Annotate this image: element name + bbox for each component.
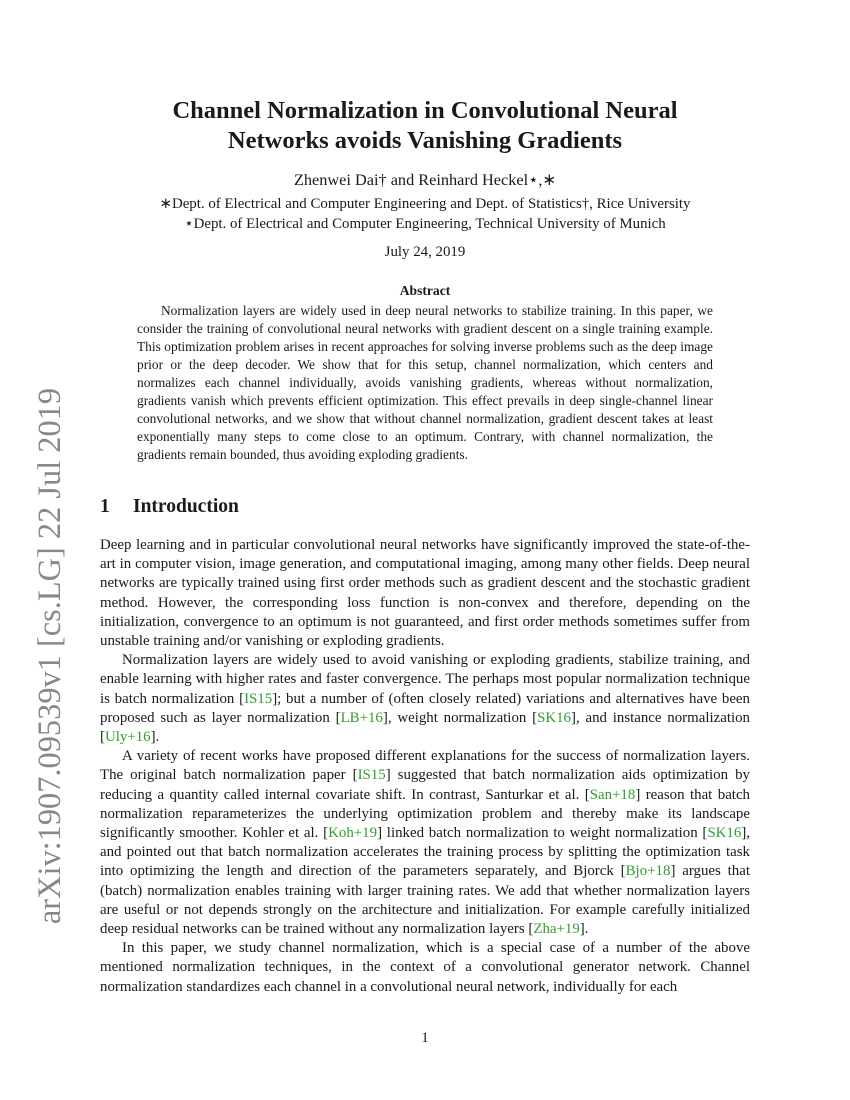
introduction-body xyxy=(100,536,750,997)
paragraph-text: ]. xyxy=(579,921,589,938)
paragraph-text: ]; but a number of (often closely related) variations and alternatives have been proposed such as layer normalization [ xyxy=(100,690,750,726)
citation-link[interactable]: Zha+19 xyxy=(533,921,580,938)
affiliation-tum: ⋆Dept. of Electrical and Computer Engineering, Technical University of Munich xyxy=(184,216,666,232)
intro-paragraph-3 xyxy=(100,747,750,939)
intro-paragraph-2 xyxy=(100,651,750,747)
page-number: 1 xyxy=(421,1030,429,1046)
intro-paragraph-1: Deep learning and in particular convolutional neural networks have significantly improved the state-of-the-art in computer vision, image generation, and computational imaging, among many other fields. Deep neural networks are typically trained using first order methods such as gradient descent and the stochastic gradient method. However, the corresponding loss function is non-convex and therefore, depending on the initialization, convergence to an optimum is not guaranteed, and first order methods sometimes suffer from unstable training and/or vanishing or exploding gradients. xyxy=(100,537,750,650)
paragraph-text: ] suggested that batch normalization aids optimization by reducing a quantity called internal covariate shift. In contrast, Santurkar et al. [ xyxy=(100,767,750,803)
paragraph-text: ] linked batch normalization to weight normalization [ xyxy=(377,825,708,842)
intro-paragraph-4: In this paper, we study channel normalization, which is a special case of a number of the above mentioned normalization techniques, in the context of a convolutional generator network. Channel normalization standardizes each channel in a convolutional neural network, individually for each xyxy=(100,940,750,995)
paper-authors: Zhenwei Dai† and Reinhard Heckel⋆,∗ xyxy=(293,170,557,189)
paper-title-line-1: Channel Normalization in Convolutional Neural xyxy=(172,97,678,124)
affiliations xyxy=(100,194,750,234)
citation-link[interactable]: IS15 xyxy=(357,767,386,784)
citation-link[interactable]: San+18 xyxy=(589,786,636,803)
paragraph-text: Normalization layers are widely used to avoid vanishing or exploding gradients, stabilize training, and enable learning with higher rates and faster convergence. The perhaps most popular normalization technique is batch normalization [ xyxy=(100,652,750,707)
paragraph-text: ], weight normalization [ xyxy=(382,709,538,726)
paper-date: July 24, 2019 xyxy=(384,244,466,260)
abstract-heading: Abstract xyxy=(399,283,451,298)
affiliation-rice: ∗Dept. of Electrical and Computer Engineering and Dept. of Statistics†, Rice University xyxy=(159,196,691,212)
abstract-text: Normalization layers are widely used in deep neural networks to stabilize training. In this paper, we consider the training of convolutional neural networks with gradient descent on a single training example. This optimization problem arises in recent approaches for solving inverse problems such as the deep image prior or the deep decoder. We show that for this setup, channel normalization, which centers and normalizes each channel individually, avoids vanishing gradients, whereas without normalization, gradients vanish which prevents efficient optimization. This effect prevails in deep single-channel linear convolutional networks, and we show that without channel normalization, gradient descent takes at least exponentially many steps to come close to an optimum. Contrary, with channel normalization, the gradients remain bounded, thus avoiding exploding gradients. xyxy=(137,303,713,462)
paragraph-text: ] reason that batch normalization reparameterizes the underlying optimization problem and thereby make its landscape significantly smoother. Kohler et al. [ xyxy=(100,786,750,842)
paragraph-text: ] argues that (batch) normalization enables training with larger training rates. We add that whether normalization layers are useful or not depends strongly on the architecture and initialization. For example carefully initialized deep residual networks can be trained without any normalization layers [ xyxy=(100,863,751,938)
citation-link[interactable]: IS15 xyxy=(244,690,273,707)
paragraph-text: A variety of recent works have proposed different explanations for the success of normalization layers. The original batch normalization paper [ xyxy=(100,748,750,784)
citation-link[interactable]: SK16 xyxy=(537,709,572,726)
citation-link[interactable]: LB+16 xyxy=(340,709,383,726)
paragraph-text: ], and instance normalization [ xyxy=(100,709,750,746)
paragraph-text: ]. xyxy=(150,729,160,746)
paper-title xyxy=(100,96,750,156)
paper-title-line-2: Networks avoids Vanishing Gradients xyxy=(227,127,623,154)
citation-link[interactable]: Koh+19 xyxy=(328,825,378,842)
citation-link[interactable]: Uly+16 xyxy=(104,729,151,746)
section-heading-introduction xyxy=(100,496,750,518)
section-title: Introduction xyxy=(133,496,239,517)
arxiv-identifier-stamp: arXiv:1907.09539v1 [cs.LG] 22 Jul 2019 xyxy=(32,387,68,925)
citation-link[interactable]: SK16 xyxy=(707,825,742,842)
citation-link[interactable]: Bjo+18 xyxy=(625,863,671,880)
section-number: 1 xyxy=(100,496,110,517)
paragraph-text: ], and pointed out that batch normalization accelerates the training process by splitting the optimization task into optimizing the length and direction of the parameters separately, and Bjorck [ xyxy=(100,825,750,880)
